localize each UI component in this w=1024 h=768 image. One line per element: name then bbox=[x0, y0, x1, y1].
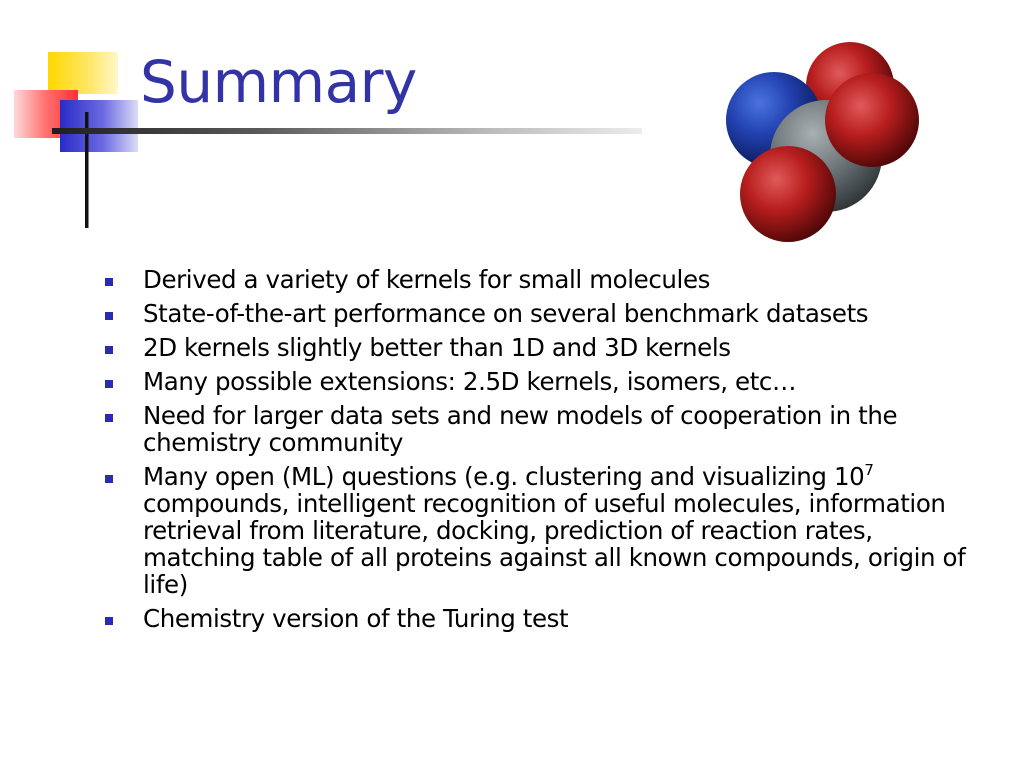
bullet-square-icon bbox=[105, 617, 113, 625]
bullet-item bbox=[100, 334, 980, 361]
bullet-text: Chemistry version of the Turing test bbox=[143, 604, 569, 633]
bullet-item bbox=[100, 402, 980, 456]
bullet-square-icon bbox=[105, 278, 113, 286]
bullet-text: Need for larger data sets and new models of cooperation in the chemistry community bbox=[143, 401, 898, 457]
bullet-square-icon bbox=[105, 414, 113, 422]
molecule-image bbox=[722, 38, 932, 243]
bullet-square-icon bbox=[105, 380, 113, 388]
bullet-text-before: Many open (ML) questions (e.g. clustering and visualizing 10 bbox=[143, 462, 865, 491]
title-underline bbox=[52, 128, 642, 134]
bullet-item bbox=[100, 368, 980, 395]
bullet-text: Many possible extensions: 2.5D kernels, isomers, etc… bbox=[143, 367, 797, 396]
bullet-text: State-of-the-art performance on several benchmark datasets bbox=[143, 299, 869, 328]
bullet-square-icon bbox=[105, 346, 113, 354]
slide-title: Summary bbox=[140, 48, 417, 116]
bullet-item bbox=[100, 605, 980, 632]
atom-oxygen-bottom bbox=[740, 146, 836, 242]
bullet-item bbox=[100, 463, 980, 598]
bullet-list bbox=[100, 266, 980, 639]
bullet-square-icon bbox=[105, 312, 113, 320]
bullet-text: Derived a variety of kernels for small molecules bbox=[143, 265, 710, 294]
bullet-text-after: compounds, intelligent recognition of useful molecules, information retrieval from literature, docking, prediction of reaction rates, matching table of all proteins against all known compounds, origin of life) bbox=[143, 489, 966, 599]
atom-oxygen-right bbox=[825, 73, 919, 167]
corner-decoration bbox=[0, 0, 150, 240]
bullet-square-icon bbox=[105, 475, 113, 483]
deco-blue-square bbox=[60, 100, 138, 152]
deco-yellow-square bbox=[48, 52, 118, 94]
superscript-exponent: 7 bbox=[864, 461, 874, 479]
bullet-item bbox=[100, 266, 980, 293]
bullet-item bbox=[100, 300, 980, 327]
bullet-text: 2D kernels slightly better than 1D and 3D kernels bbox=[143, 333, 731, 362]
